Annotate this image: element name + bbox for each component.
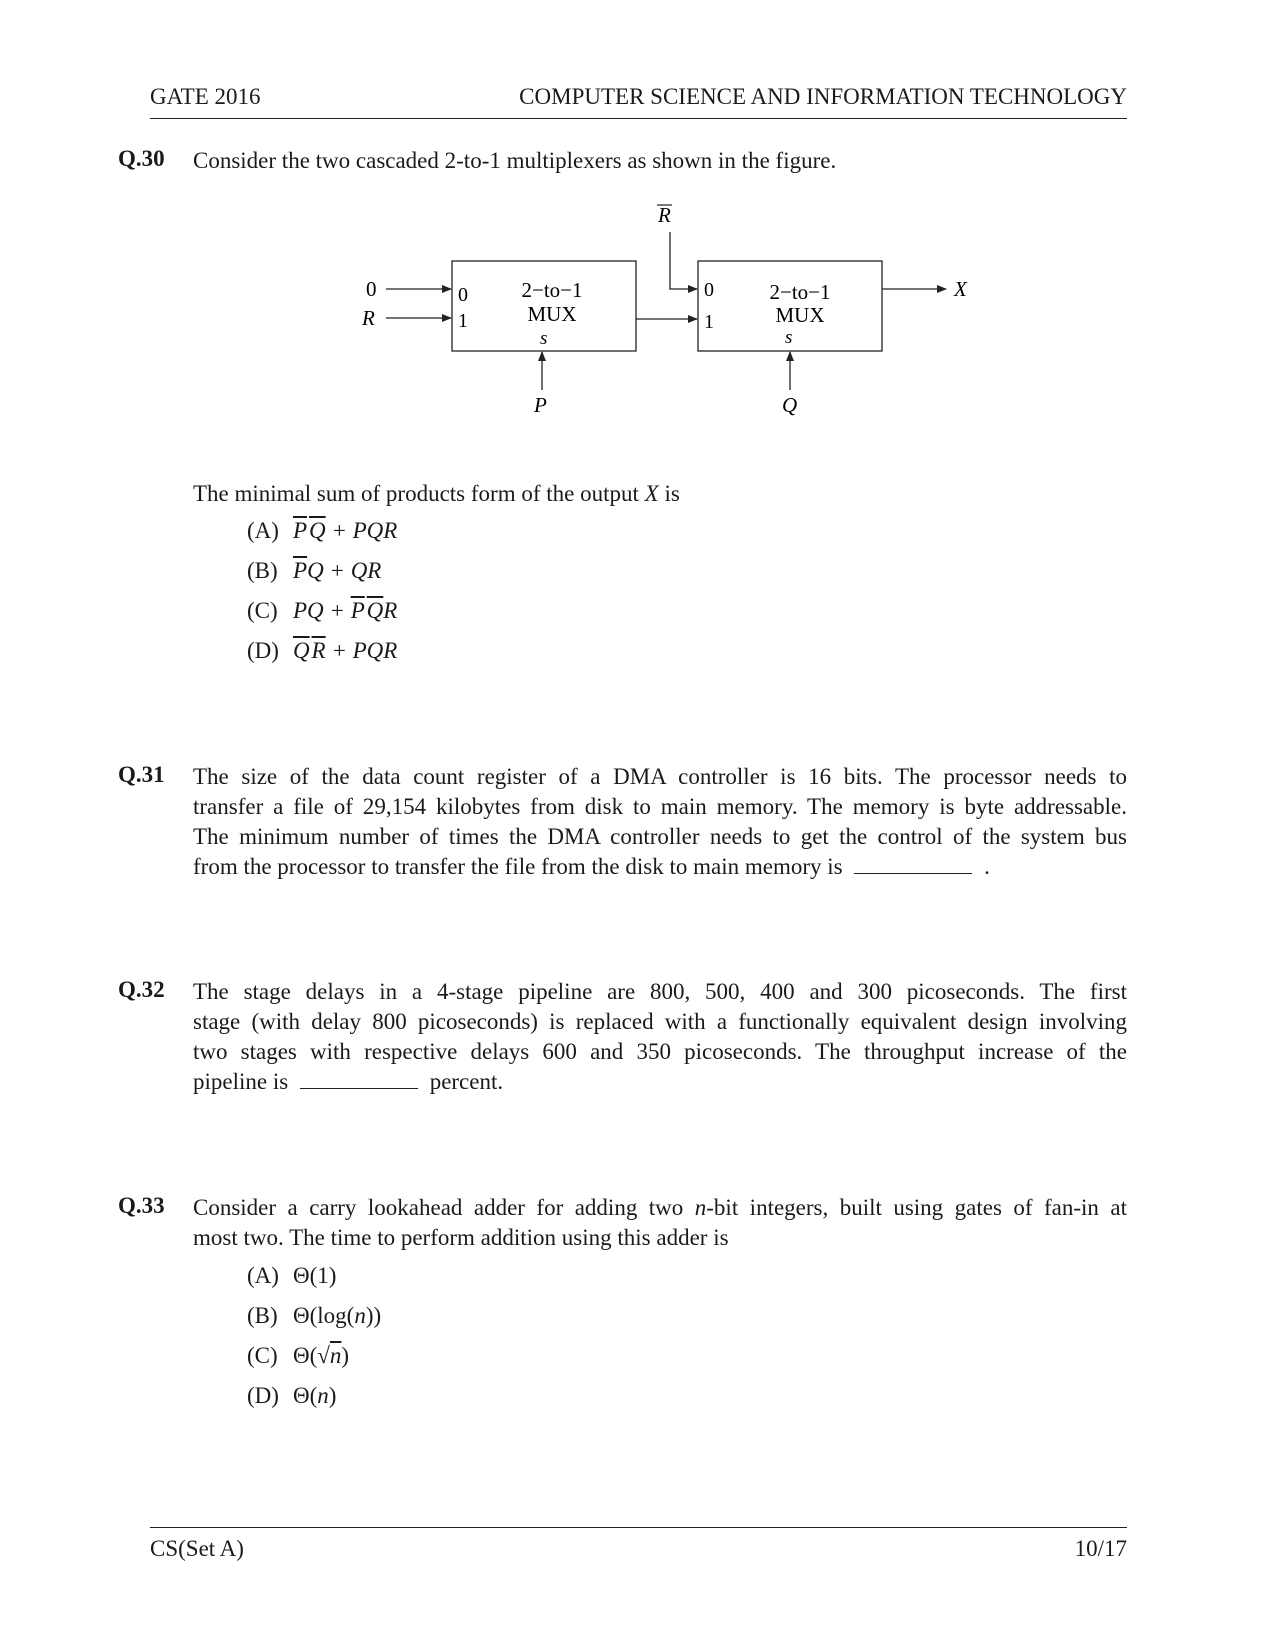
mux1-in0-label: 0 [458,284,468,306]
select-q-label: Q [782,393,798,417]
paper-set-label: CS(Set A) [150,1536,244,1561]
mux2-title1: 2−to−1 [769,280,831,304]
input-r-label: R [362,306,375,330]
mux2-in1-label: 1 [704,311,714,333]
q33-option-a[interactable]: (A) Θ(1) [247,1263,337,1288]
q33-option-c-expr: Θ(√n) [293,1343,350,1368]
input-rbar-wire [670,232,697,289]
mux1-title2: MUX [527,302,577,326]
q31-answer-blank[interactable] [854,855,972,874]
question-30-prompt: The minimal sum of products form of the output X is [193,481,680,506]
input-zero-label: 0 [366,277,377,301]
q32-answer-blank[interactable] [300,1070,418,1089]
subject-title: COMPUTER SCIENCE AND INFORMATION TECHNOLOGY [519,84,1127,109]
q30-option-d[interactable]: (D) $\overline{Q}$ $\overline{R}$ + PQR [247,638,398,663]
q33-option-d[interactable]: (D) Θ(n) [247,1383,337,1408]
q33-option-b-expr: Θ(log(n)) [293,1303,382,1328]
mux-circuit-diagram [340,200,980,440]
question-number-31: Q.31 [118,762,165,787]
input-rbar-label: R [658,203,671,227]
question-number-33: Q.33 [118,1193,165,1218]
page-header [150,84,1127,119]
q30-option-b-expr: $\overline{P}Q$ + QR [293,558,382,583]
mux1-in1-label: 1 [458,310,468,332]
mux1-sel-label: s [540,328,548,349]
q33-option-c[interactable]: (C) Θ(√n) [247,1343,350,1368]
q33-option-a-expr: Θ(1) [293,1263,337,1288]
mux2-sel-label: s [785,327,793,348]
exam-title: GATE 2016 [150,84,261,109]
question-32-text: The stage delays in a 4-stage pipeline are 800, 500, 400 and 300 picoseconds. The first stage (with delay 800 picoseconds) is replaced with a functionally equivalent design involving two stages with respective delays 600 and 350 picoseconds. The throughput increase of the pipeline is percent. [193,979,1127,1094]
question-number-32: Q.32 [118,977,165,1002]
output-x-label: X [954,277,967,301]
question-30-text: Consider the two cascaded 2-to-1 multiplexers as shown in the figure. [193,148,837,173]
question-31-text: The size of the data count register of a DMA controller is 16 bits. The processor needs to transfer a file of 29,154 kilobytes from disk to main memory. The memory is byte addressable. The minimum number of times the DMA controller needs to get the control of the system bus from the processor to transfer the file from the disk to main memory is . [193,764,1127,879]
question-number-30: Q.30 [118,146,165,171]
q33-option-b[interactable]: (B) Θ(log(n)) [247,1303,382,1328]
page-number: 10/17 [1074,1536,1127,1561]
mux2-in0-label: 0 [704,279,714,301]
q30-option-b[interactable]: (B) $\overline{P}Q$ + QR [247,558,382,583]
q30-option-a[interactable]: (A) $\overline{P}$ $\overline{Q}$ + PQR [247,518,398,543]
question-33-text: Consider a carry lookahead adder for adding two n-bit integers, built using gates of fan-in at most two. The time to perform addition using this adder is [193,1195,1127,1250]
select-p-label: P [534,393,547,417]
page-footer [150,1527,1127,1561]
mux2-title2: MUX [775,303,825,327]
q33-option-d-expr: Θ(n) [293,1383,337,1408]
q30-option-d-expr: $\overline{Q}$ $\overline{R}$ + PQR [293,638,398,663]
mux1-title1: 2−to−1 [521,278,583,302]
q30-option-c[interactable]: (C) PQ + $\overline{P}$ $\overline{Q}R$ [247,598,398,623]
q30-option-c-expr: PQ + $\overline{P}$ $\overline{Q}R$ [293,598,398,623]
q30-option-a-expr: $\overline{P}$ $\overline{Q}$ + PQR [293,518,398,543]
